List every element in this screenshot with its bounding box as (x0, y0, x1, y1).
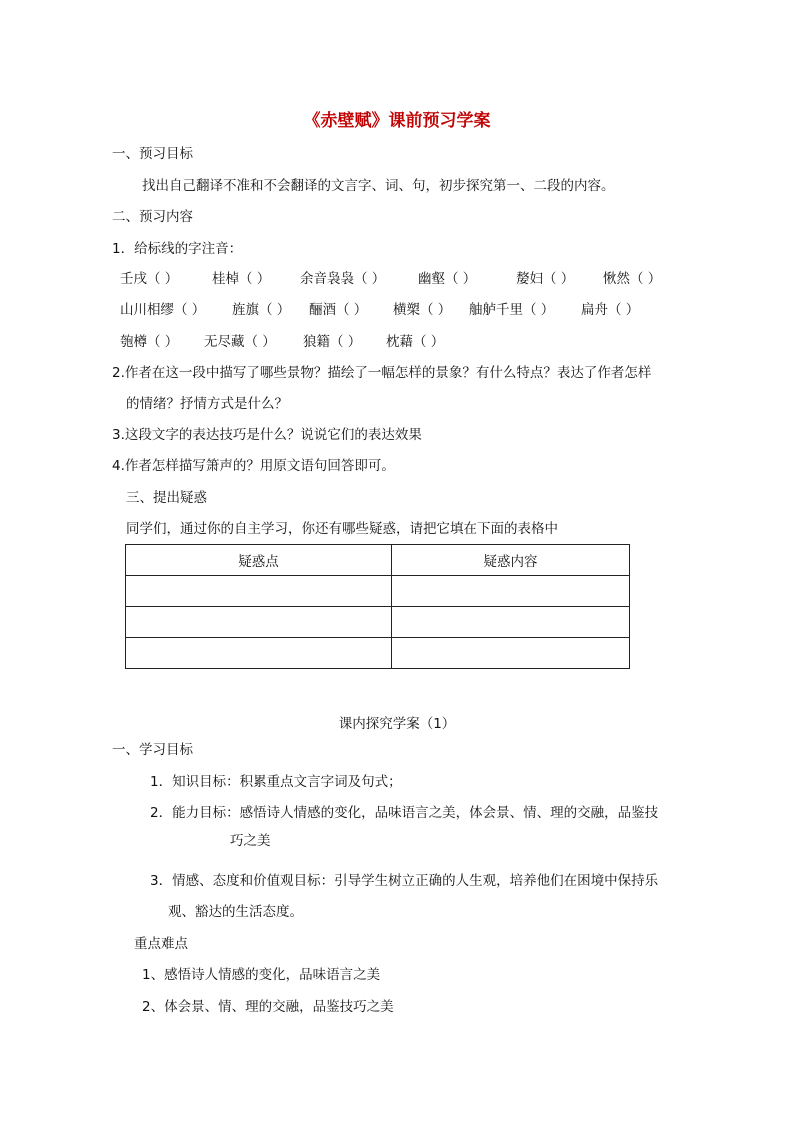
phonetic-item: 旌旗（ ） (232, 302, 291, 318)
phonetic-item: 嫠妇（ ） (516, 271, 575, 287)
phonetic-item: 枕藉（ ） (386, 334, 445, 350)
section-title-inquiry: 课内探究学案（1） (338, 716, 456, 732)
goal-emotion-line-2: 观、豁达的生活态度。 (168, 904, 303, 920)
table-cell[interactable] (392, 607, 630, 638)
phonetic-item: 余音袅袅（ ） (300, 271, 386, 287)
goal-ability-line-1: 2．能力目标：感悟诗人情感的变化，品味语言之美，体会景、情、理的交融，品鉴技 (150, 805, 659, 821)
phonetic-item: 愀然（ ） (603, 271, 662, 287)
learning-goals-heading: 一、学习目标 (112, 742, 193, 758)
table-header-cell: 疑惑点 (126, 545, 392, 576)
goal-ability-line-2: 巧之美 (230, 833, 271, 849)
key-point-2: 2、体会景、情、理的交融，品鉴技巧之美 (142, 999, 394, 1015)
goal-knowledge: 1．知识目标：积累重点文言字词及句式； (150, 774, 402, 790)
section-1-text: 找出自己翻译不准和不会翻译的文言字、词、句，初步探究第一、二段的内容。 (142, 178, 615, 194)
table-cell[interactable] (126, 638, 392, 669)
section-2-heading: 二、预习内容 (112, 209, 193, 225)
key-point-1: 1、感悟诗人情感的变化，品味语言之美 (142, 967, 381, 983)
question-2-line-2: 的情绪？抒情方式是什么？ (126, 396, 288, 412)
key-points-heading: 重点难点 (134, 936, 188, 952)
table-cell[interactable] (392, 576, 630, 607)
table-cell[interactable] (126, 576, 392, 607)
table-header-row (126, 545, 630, 576)
table-row (126, 638, 630, 669)
phonetic-item: 酾酒（ ） (309, 302, 368, 318)
phonetic-item: 幽壑（ ） (418, 271, 477, 287)
section-1-heading: 一、预习目标 (112, 146, 193, 162)
phonetic-item: 狼籍（ ） (303, 334, 362, 350)
phonetic-item: 匏樽（ ） (120, 334, 179, 350)
section-3-intro: 同学们，通过你的自主学习，你还有哪些疑惑，请把它填在下面的表格中 (126, 521, 558, 537)
phonetic-item: 山川相缪（ ） (120, 302, 206, 318)
phonetic-item: 舳舻千里（ ） (469, 302, 555, 318)
doubts-table (125, 544, 630, 669)
phonetic-item: 扁舟（ ） (581, 302, 640, 318)
phonetic-item: 横槊（ ） (393, 302, 452, 318)
table-cell[interactable] (126, 607, 392, 638)
question-3: 3.这段文字的表达技巧是什么？说说它们的表达效果 (112, 427, 422, 443)
table-header-cell: 疑惑内容 (392, 545, 630, 576)
table-row (126, 607, 630, 638)
question-4: 4.作者怎样描写箫声的？用原文语句回答即可。 (112, 458, 395, 474)
question-1: 1．给标线的字注音： (112, 241, 243, 257)
section-3-heading: 三、提出疑惑 (126, 490, 207, 506)
goal-emotion-line-1: 3．情感、态度和价值观目标：引导学生树立正确的人生观，培养他们在困境中保持乐 (150, 873, 659, 889)
phonetic-item: 壬戌（ ） (120, 271, 179, 287)
phonetic-item: 桂棹（ ） (212, 271, 271, 287)
table-row (126, 576, 630, 607)
table-cell[interactable] (392, 638, 630, 669)
question-2-line-1: 2.作者在这一段中描写了哪些景物？描绘了一幅怎样的景象？有什么特点？表达了作者怎样 (112, 365, 652, 381)
page-title: 《赤壁赋》课前预习学案 (303, 111, 491, 131)
phonetic-item: 无尽藏（ ） (204, 334, 276, 350)
